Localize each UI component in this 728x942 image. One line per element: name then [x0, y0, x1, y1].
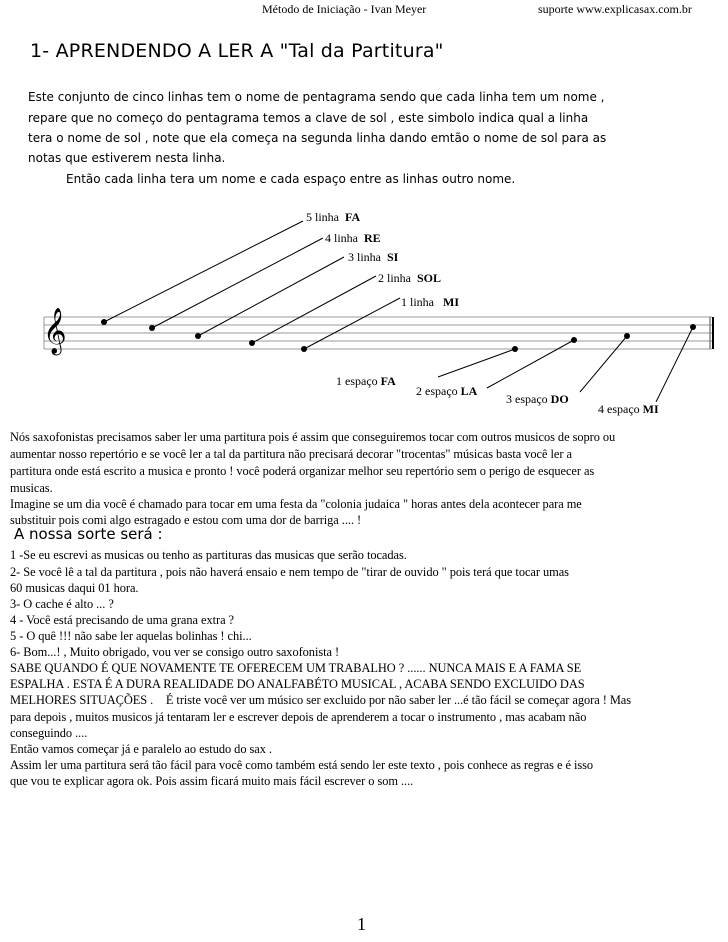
label-3-espaco: 3 espaço DO — [506, 392, 569, 406]
note-sol-linha — [249, 340, 255, 346]
intro-line: notas que estiverem nesta linha. — [28, 151, 226, 165]
intro-line: Este conjunto de cinco linhas tem o nome de pentagrama sendo que cada linha tem um nome , — [28, 90, 605, 104]
body-paragraph-line: substituir pois comi algo estragado e estou com uma dor de barriga .... ! — [10, 513, 362, 527]
leader-1-espaco — [438, 349, 515, 377]
note-mi-espaco — [690, 324, 696, 330]
list-line: 1 -Se eu escrevi as musicas ou tenho as partituras das musicas que serão tocadas. — [10, 548, 407, 562]
note-mi-linha — [301, 346, 307, 352]
label-4-espaco: 4 espaço MI — [598, 402, 659, 416]
note-si-linha — [195, 333, 201, 339]
label-2-linha: 2 linha SOL — [378, 271, 442, 285]
leader-lines — [104, 221, 693, 402]
body-paragraph-line: partitura onde está escrito a musica e pronto ! você poderá organizar melhor seu repertório sem o perigo de esquecer as — [10, 464, 595, 478]
section-subtitle: A nossa sorte será : — [14, 525, 163, 543]
body-paragraph-line: musicas. — [10, 481, 53, 495]
leader-2-espaco — [487, 340, 574, 388]
label-3-linha: 3 linha SI — [348, 250, 399, 264]
list-line: para depois , muitos musicos já tentaram ler e escrever depois de aprenderem a tocar o instrumento , mas acabam não — [10, 710, 587, 724]
leader-3-espaco — [580, 336, 627, 392]
list-line: conseguindo .... — [10, 726, 88, 740]
note-la-espaco — [571, 337, 577, 343]
body-paragraph-line: aumentar nosso repertório e se você ler a tal da partitura não precisará decorar "trocentas" músicas basta você ler a — [10, 447, 572, 461]
note-fa-linha — [101, 319, 107, 325]
label-2-espaco: 2 espaço LA — [416, 384, 478, 398]
list-line: 5 - O quê !!! não sabe ler aquelas bolinhas ! chi... — [10, 629, 252, 643]
note-fa-espaco — [512, 346, 518, 352]
list-line: 3- O cache é alto ... ? — [10, 597, 114, 611]
staff-diagram — [0, 0, 728, 430]
list-line: Assim ler uma partitura será tão fácil para você como também está sendo ler este texto , pois conhece as regras e é isso — [10, 758, 594, 772]
body-paragraph-line: Nós saxofonistas precisamos saber ler uma partitura pois é assim que conseguiremos tocar com outros musicos de sopro ou — [10, 430, 616, 444]
note-heads — [101, 319, 696, 352]
leader-3-linha — [198, 257, 344, 336]
list-line: 2- Se você lê a tal da partitura , pois não haverá ensaio e nem tempo de "tirar de ouvido " pois terá que tocar umas — [10, 565, 569, 579]
list-line: MELHORES SITUAÇÕES . É triste você ver um músico ser excluido por não saber ler ...é tão fácil se começar agora ! Mas — [10, 693, 622, 707]
treble-clef-icon: 𝄞 — [43, 308, 67, 353]
intro-line: repare que no começo do pentagrama temos a clave de sol , este simbolo indica qual a linha — [28, 111, 589, 125]
label-4-linha: 4 linha RE — [325, 231, 381, 245]
note-do-espaco — [624, 333, 630, 339]
intro-line: tera o nome de sol , note que ela começa na segunda linha dando emtão o nome de sol para as — [28, 131, 607, 145]
list-line: 60 musicas daqui 01 hora. — [10, 581, 139, 595]
list-line: que vou te explicar agora ok. Pois assim ficará muito mais fácil escrever o som .... — [10, 774, 414, 788]
staff-lines — [44, 317, 712, 349]
list-line: 4 - Você está precisando de uma grana extra ? — [10, 613, 235, 627]
note-re-linha — [149, 325, 155, 331]
page-number: 1 — [357, 914, 366, 934]
list-line: Então vamos começar já e paralelo ao estudo do sax . — [10, 742, 272, 756]
label-5-linha: 5 linha FA — [306, 210, 361, 224]
leader-5-linha — [104, 221, 303, 322]
list-line: SABE QUANDO É QUE NOVAMENTE TE OFERECEM UM TRABALHO ? ...... NUNCA MAIS E A FAMA SE — [10, 661, 582, 675]
intro-line: Então cada linha tera um nome e cada espaço entre as linhas outro nome. — [66, 172, 516, 186]
label-1-espaco: 1 espaço FA — [336, 374, 396, 388]
header-support-url: suporte www.explicasax.com.br — [538, 2, 692, 16]
leader-4-espaco — [656, 327, 693, 402]
list-line: ESPALHA . ESTA É A DURA REALIDADE DO ANALFABÉTO MUSICAL , ACABA SENDO EXCLUIDO DAS — [10, 677, 585, 691]
label-1-linha: 1 linha MI — [401, 295, 459, 309]
body-paragraph-line: Imagine se um dia você é chamado para tocar em uma festa da "colonia judaica " horas antes dela acontecer para me — [10, 497, 582, 511]
header-title: Método de Iniciação - Ivan Meyer — [262, 2, 427, 16]
page-title: 1- APRENDENDO A LER A "Tal da Partitura" — [30, 40, 444, 62]
list-line: 6- Bom...! , Muito obrigado, vou ver se consigo outro saxofonista ! — [10, 645, 340, 659]
